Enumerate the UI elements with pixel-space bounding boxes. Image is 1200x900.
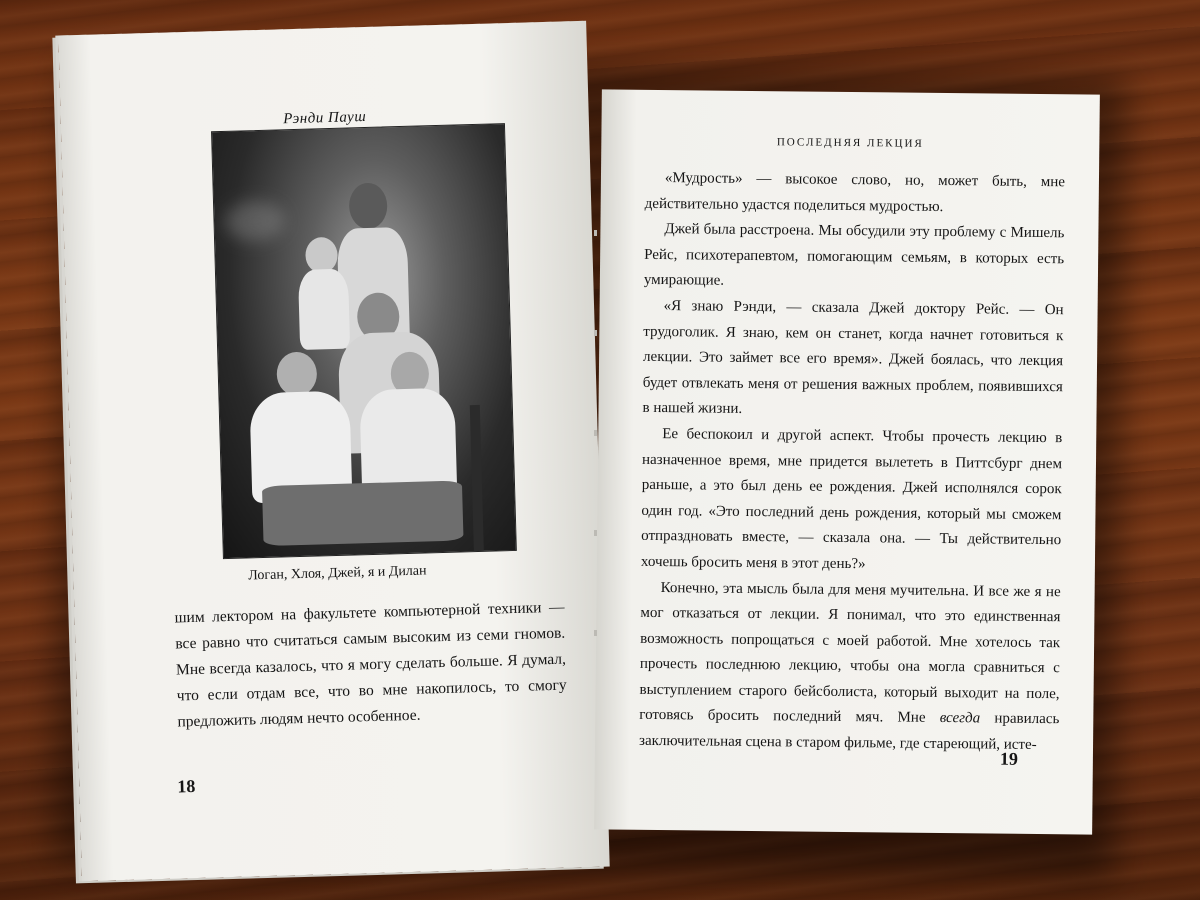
paragraph: Джей была расстроена. Мы обсудили эту проблему с Мишель Рейс, психотерапевтом, помогающим семьям, в которых есть умирающие.	[643, 221, 1065, 290]
left-running-head: Рэнди Пауш	[283, 108, 367, 128]
paragraph-last	[639, 575, 1061, 759]
left-body-text	[174, 595, 567, 736]
right-page	[594, 89, 1100, 834]
text-before: Конечно, эта мысль была для меня мучительна. И все же я не мог отказаться от лекции. Я понимал, что это единственная возможность попрощаться с моей работой. Мне хотелось так прочесть последнюю лекцию, чтобы она могла сравниться с выступлением старого бейсболиста, который выходит на поле, готовясь бросить последний мяч. Мне	[639, 579, 1061, 727]
paragraph: Ее беспокоил и другой аспект. Чтобы прочесть лекцию в назначенное время, мне придется вылететь в Питтсбург днем раньше, а это был день ее рождения. Джей исполнялся сорок один год. «Это последний день рождения, который мы сможем отпраздновать вместе, — сказала она. — Ты действительно хочешь бросить меня в этот день?»	[640, 426, 1063, 573]
right-running-head: ПОСЛЕДНЯЯ ЛЕКЦИЯ	[776, 136, 924, 150]
family-photo	[211, 123, 517, 559]
paragraph: «Я знаю Рэнди, — сказала Джей доктору Рейс. — Он трудоголик. Я знаю, кем он станет, когда начнет готовиться к лекции. Это займет все его время». Джей боялась, что лекция будет отвлекать меня от решения важных проблем, появившихся в нашей жизни.	[642, 298, 1064, 418]
binding-stitch	[594, 230, 597, 236]
emphasis-text: всегда	[939, 710, 981, 727]
binding-stitch	[594, 530, 597, 536]
binding-stitch	[594, 330, 597, 336]
photo-caption: Логан, Хлоя, Джей, я и Дилан	[248, 563, 427, 584]
right-page-number: 19	[999, 748, 1019, 769]
paragraph: «Мудрость» — высокое слово, но, может быть, мне действительно удастся поделиться мудростью.	[644, 170, 1066, 215]
left-paragraph: шим лектором на факультете компьютерной техники — все равно что считаться самым высоким из семи гномов. Мне всегда казалось, что я могу сделать больше. Я думал, что если отдам все, что во мне накопилось, то смогу предложить людям нечто особенное.	[174, 598, 567, 731]
text-after: нравилась заключительная сцена в старом фильме, где стареющий, исте-	[638, 710, 1060, 754]
right-body-text	[639, 166, 1065, 759]
binding-stitch	[594, 630, 597, 636]
left-page-number: 18	[177, 776, 196, 797]
binding-stitch	[594, 430, 597, 436]
left-page	[58, 21, 609, 881]
